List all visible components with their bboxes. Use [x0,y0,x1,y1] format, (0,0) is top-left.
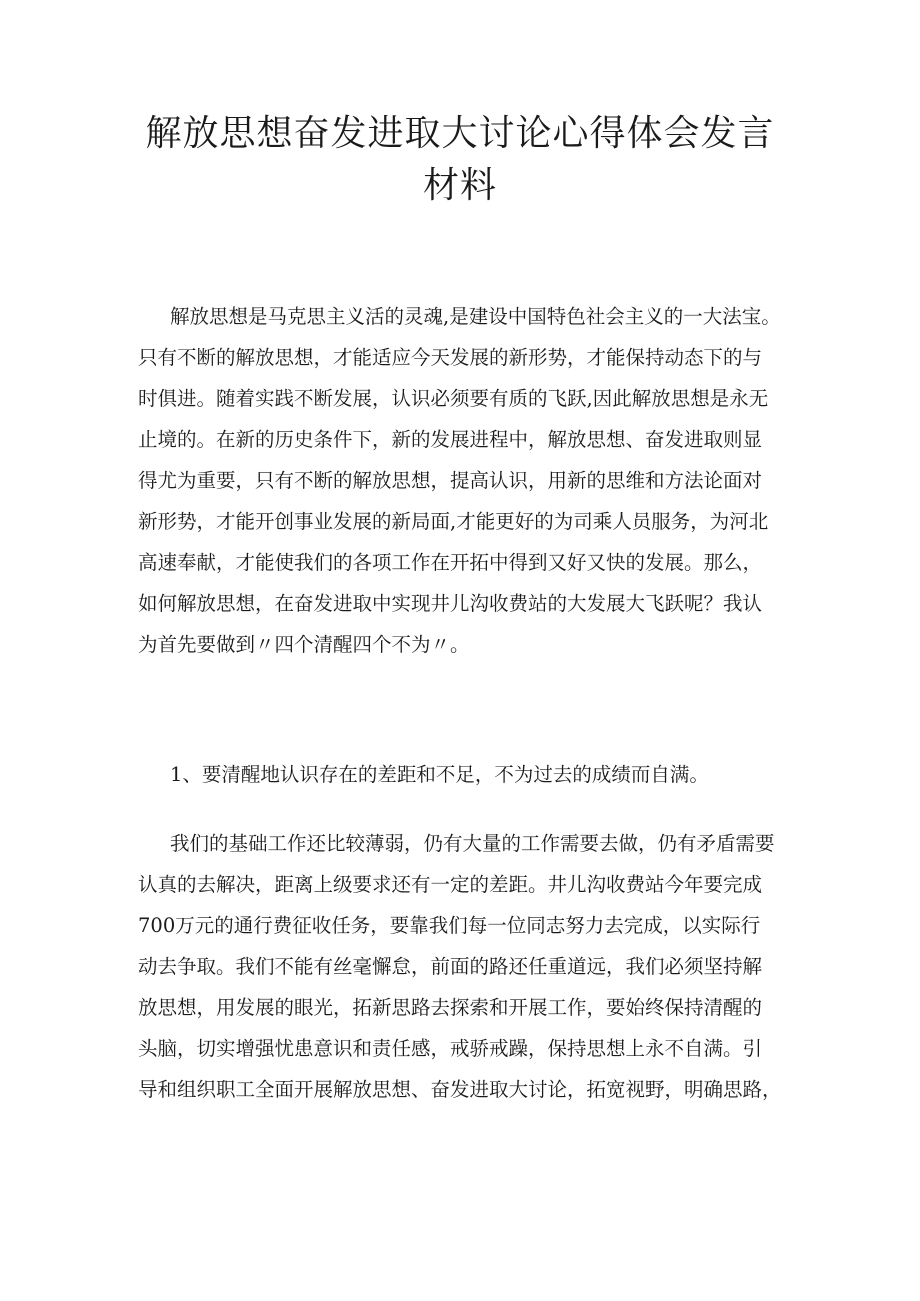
text-line: 只有不断的解放思想，才能适应今天发展的新形势，才能保持动态下的与 [138,346,763,369]
text-line: 导和组织职工全面开展解放思想、奋发进取大讨论，拓宽视野，明确思路， [138,1078,782,1101]
document-title [100,108,820,212]
text-line: 认真的去解决，距离上级要求还有一定的差距。井儿沟收费站今年要完成 [138,873,763,896]
text-line: 时俱进。随着实践不断发展，认识必须要有质的飞跃,因此解放思想是永无 [138,387,769,410]
text-line: 如何解放思想，在奋发进取中实现井儿沟收费站的大发展大飞跃呢？我认 [138,592,763,615]
text-line: 新形势，才能开创事业发展的新局面,才能更好的为司乘人员服务，为河北 [138,510,769,533]
section-heading-1 [138,754,798,795]
text-line: 得尤为重要，只有不断的解放思想，提高认识，用新的思维和方法论面对 [138,469,763,492]
text-line: 头脑，切实增强忧患意识和责任感，戒骄戒躁，保持思想上永不自满。引 [138,1037,763,1060]
text-line: 为首先要做到〃四个清醒四个不为〃。 [138,633,470,656]
text-line: 动去争取。我们不能有丝毫懈怠，前面的路还任重道远，我们必须坚持解 [138,955,763,978]
text-line: 放思想，用发展的眼光，拓新思路去探索和开展工作，要始终保持清醒的 [138,996,763,1019]
text-line: 700万元的通行费征收任务，要靠我们每一位同志努力去完成，以实际行 [138,914,761,937]
text-line: 我们的基础工作还比较薄弱，仍有大量的工作需要去做，仍有矛盾需要 [170,832,775,855]
title-line-1: 解放思想奋发进取大讨论心得体会发言 [145,113,775,154]
paragraph-intro [138,296,798,665]
title-line-2: 材料 [422,165,497,206]
paragraph-body [138,823,798,1110]
text-line: 高速奉献，才能使我们的各项工作在开拓中得到又好又快的发展。那么， [138,551,763,574]
text-line: 解放思想是马克思主义活的灵魂,是建设中国特色社会主义的一大法宝。 [170,305,781,328]
text-line: 1、要清醒地认识存在的差距和不足，不为过去的成绩而自满。 [170,763,709,786]
text-line: 止境的。在新的历史条件下，新的发展进程中，解放思想、奋发进取则显 [138,428,763,451]
